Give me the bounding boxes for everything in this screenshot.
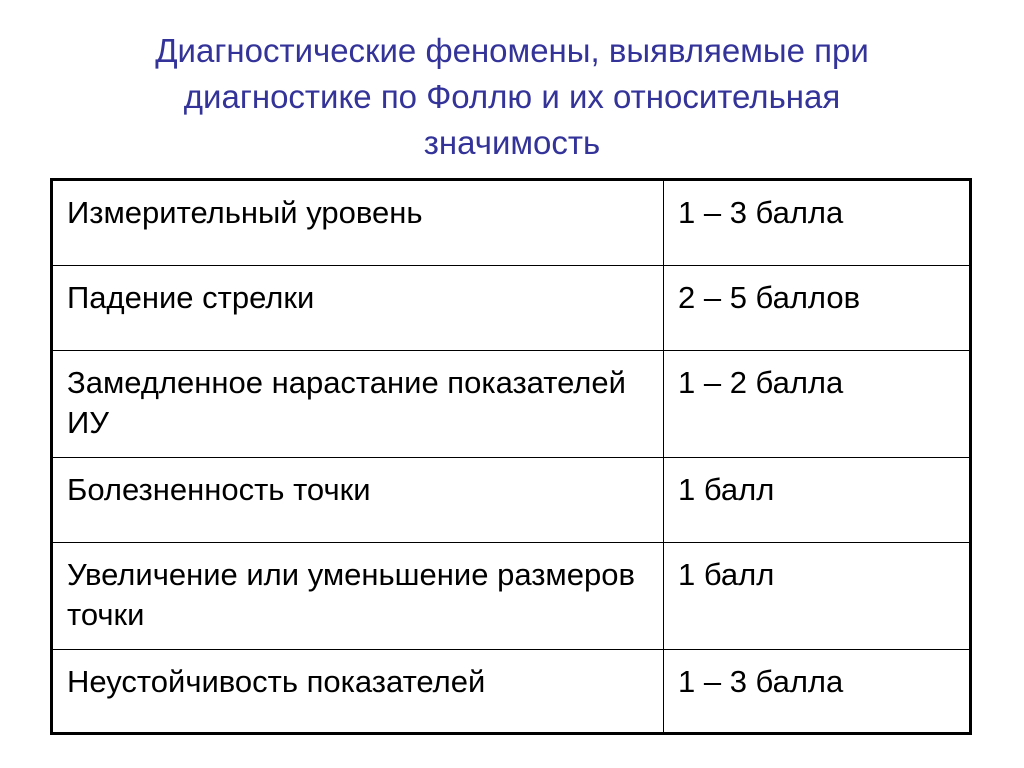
phenomenon-cell: Неустойчивость показателей	[52, 650, 664, 734]
phenomenon-cell: Измерительный уровень	[52, 180, 664, 266]
title-line: значимость	[423, 124, 601, 161]
title-line: Диагностические феномены, выявляемые при	[155, 32, 869, 69]
table-row	[52, 266, 971, 351]
score-cell: 1 – 3 балла	[663, 650, 970, 734]
score-cell: 2 – 5 баллов	[663, 266, 970, 351]
phenomena-table	[50, 178, 972, 735]
phenomenon-cell: Увеличение или уменьшение размеров точки	[52, 543, 664, 650]
phenomenon-cell: Болезненность точки	[52, 458, 664, 543]
phenomenon-cell: Замедленное нарастание показателей ИУ	[52, 351, 664, 458]
table-row	[52, 458, 971, 543]
score-cell: 1 – 2 балла	[663, 351, 970, 458]
table-row	[52, 351, 971, 458]
table-row	[52, 180, 971, 266]
score-cell: 1 балл	[663, 543, 970, 650]
slide-title	[60, 28, 964, 166]
phenomenon-cell: Падение стрелки	[52, 266, 664, 351]
table-row	[52, 543, 971, 650]
table-row	[52, 650, 971, 734]
score-cell: 1 балл	[663, 458, 970, 543]
title-line: диагностике по Фоллю и их относительная	[183, 78, 841, 115]
score-cell: 1 – 3 балла	[663, 180, 970, 266]
